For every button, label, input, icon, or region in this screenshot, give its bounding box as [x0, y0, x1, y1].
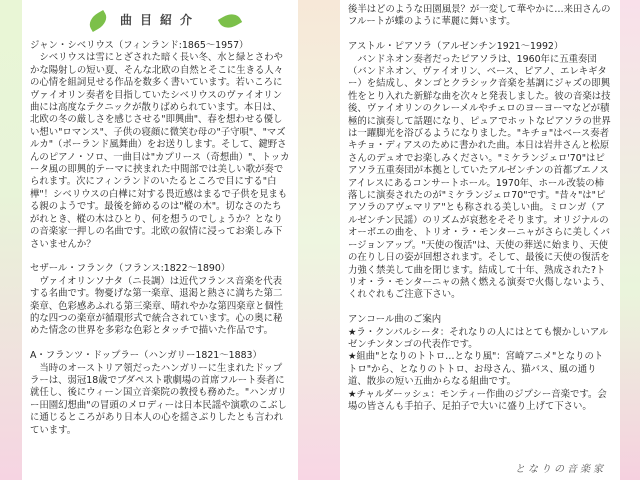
- center-gutter-strip: [298, 0, 340, 480]
- section-heading-encore: アンコール曲のご案内: [348, 314, 442, 326]
- leaf-icon: [218, 10, 242, 32]
- page-title: 曲目紹介: [119, 12, 200, 27]
- encore-item-3: ★チャルダーッシュ：モンティー作曲のジプシー音楽です。会場の皆さんも手拍子、足拍子で大いに盛り上げて下さい。: [348, 388, 607, 412]
- signature: となりの音楽家: [515, 463, 606, 475]
- section-heading-franck: セザール・フランク（フランス:1822～1890）: [30, 263, 231, 275]
- left-margin-strip: [0, 0, 22, 480]
- right-page: [340, 0, 620, 480]
- left-page: [22, 0, 298, 480]
- title-row: [30, 4, 290, 36]
- leaf-icon: [86, 10, 110, 32]
- encore-item-1: ★ラ・クンパルシータ：それなりの人にはとても懐かしいアルゼンチンタンゴの代表作です。: [348, 326, 609, 350]
- section-heading-doppler: A・フランツ・ドップラー（ハンガリー1821～1883）: [30, 350, 262, 362]
- section-body-doppler: 当時のオーストリア領だったハンガリーに生まれたドップラーは、弱冠18歳でブダペスト歌劇場の首席フルート奏者に就任し、後にウィーン国立音楽院の教授も務めた。"ハンガリー田園幻想曲"の冒頭のメロディーは日本民謡や演歌のこぶしに通じるところがあり日本人の心を揺さぶりしたとも言われています。: [30, 362, 287, 436]
- right-margin-strip: [620, 0, 640, 480]
- section-heading-sibelius: ジャン・シベリウス（フィンランド:1865～1957）: [30, 40, 249, 51]
- section-heading-piazzolla: アストル・ピアソラ（アルゼンチン1921～1992）: [348, 41, 564, 53]
- section-body-sibelius: シベリウスは雪にとざされた暗く長い冬、水と緑とさわやかな陽射しの短い夏、そんな北欧の自然とそこに生きる人々の心情を組詞見せる作品を数多く書いています。若いころにヴァイオリン奏者を目指していたシベリウスのヴァイオリン曲には高度なテクニックが散りばめられています。本日は、北欧の冬の厳しさを感じさせる"即興曲"、春を想わせる優しい想い"ロマンス"、子供の寝顔に微笑む母の"子守唄"、"マズルカ"（ポーランド風舞曲）をお送りします。そして、鍵野さんのピアノ・ソロ、一曲目は"カプリース（奇想曲）"、トッカータ風の即興的テーマに挟まれた中間部では美しい歌が奏でられます。次にフィンランドのいたるところで目にする"白樺"！シベリウスの白樺に対する畏近感はまるで子供を見まもる親のようです。最後を締めるのは"樅の木"。切なさのたちがれとき、樅の木はひとり、何を想うのでしょうか？となりの音楽家一押しの名曲です。北欧の叙情に浸ってお楽しみ下さいませんか？: [30, 52, 290, 250]
- encore-item-2: ★組曲"となりのトトロ…となり風"：宮崎アニメ"となりのトトロ"から、となりのトトロ、お母さん、猫バス、風の通り道、散歩の短い五曲からなる組曲です。: [348, 351, 604, 388]
- section-body-doppler-cont: 後半はどのような田園風景？が一変して華やかに…来田さんのフルートが蝶のように華麗に舞います。: [348, 4, 611, 28]
- section-body-piazzolla: バンドネオン奏者だったピアソラは、1960年に五重奏団（バンドネオン、ヴァイオリン、ベース、ピアノ、エレキギター）を結成し、タンゴとクラシック音楽を基調にジャズの即興性をとり入れた新鮮な曲を次々と発表しました。彼の音楽は技後、ヴァイオリンのクレーメルやチェロのヨーヨーマなどが積極的に演奏して話題になり、ピュアでホットなピアソラの世界は一躍脚光を浴びるようになりました。"キチョ"はベース奏者キチョ・ディアスのために書かれた曲。本日は岩井さんと松原さんのデュオでお楽しみください。"ミケランジェロ'70"はピアソラ五重奏団が本拠としていたアルゼンチンの首都ブエノスアイレスにあるコンサートホール。1970年、ホール改装の柿落しに演奏されたのが"ミケランジェロ70"です。"昔々"は"ピアソラのアヴェマリア"とも称される美しい曲。ミロンガ（アルゼンチン民謡）のリズムが哀愁をそそります。オリジナルのオーボエの曲を、トリオ・ラ・モンターニャがさらに美しくバージョンアップ。"天使の復活"は、天使の葬送に始まり、天使の在りし日の姿が回想されます。そして、最後に天使の復活を力強く禁美して曲を閉じます。結成して十年、熟成された?トリオ・ラ・モンターニャの熱く燃える演奏で火傷しないよう、くれぐれもご注意下さい。: [348, 53, 611, 301]
- section-body-franck: ヴァイオリンソナタ（ニ長調）は近代フランス音楽を代表する名曲です。物憂げな第一楽章、退渇と熱さに満ちた第二楽章、色彩感あふれる第三楽章、晴れやかな第四楽章と個性的な四つの楽章が循環形式で統合されています。心の奥に秘めた情念の世界を多彩な色彩とタッチで描いた作品です。: [30, 275, 284, 337]
